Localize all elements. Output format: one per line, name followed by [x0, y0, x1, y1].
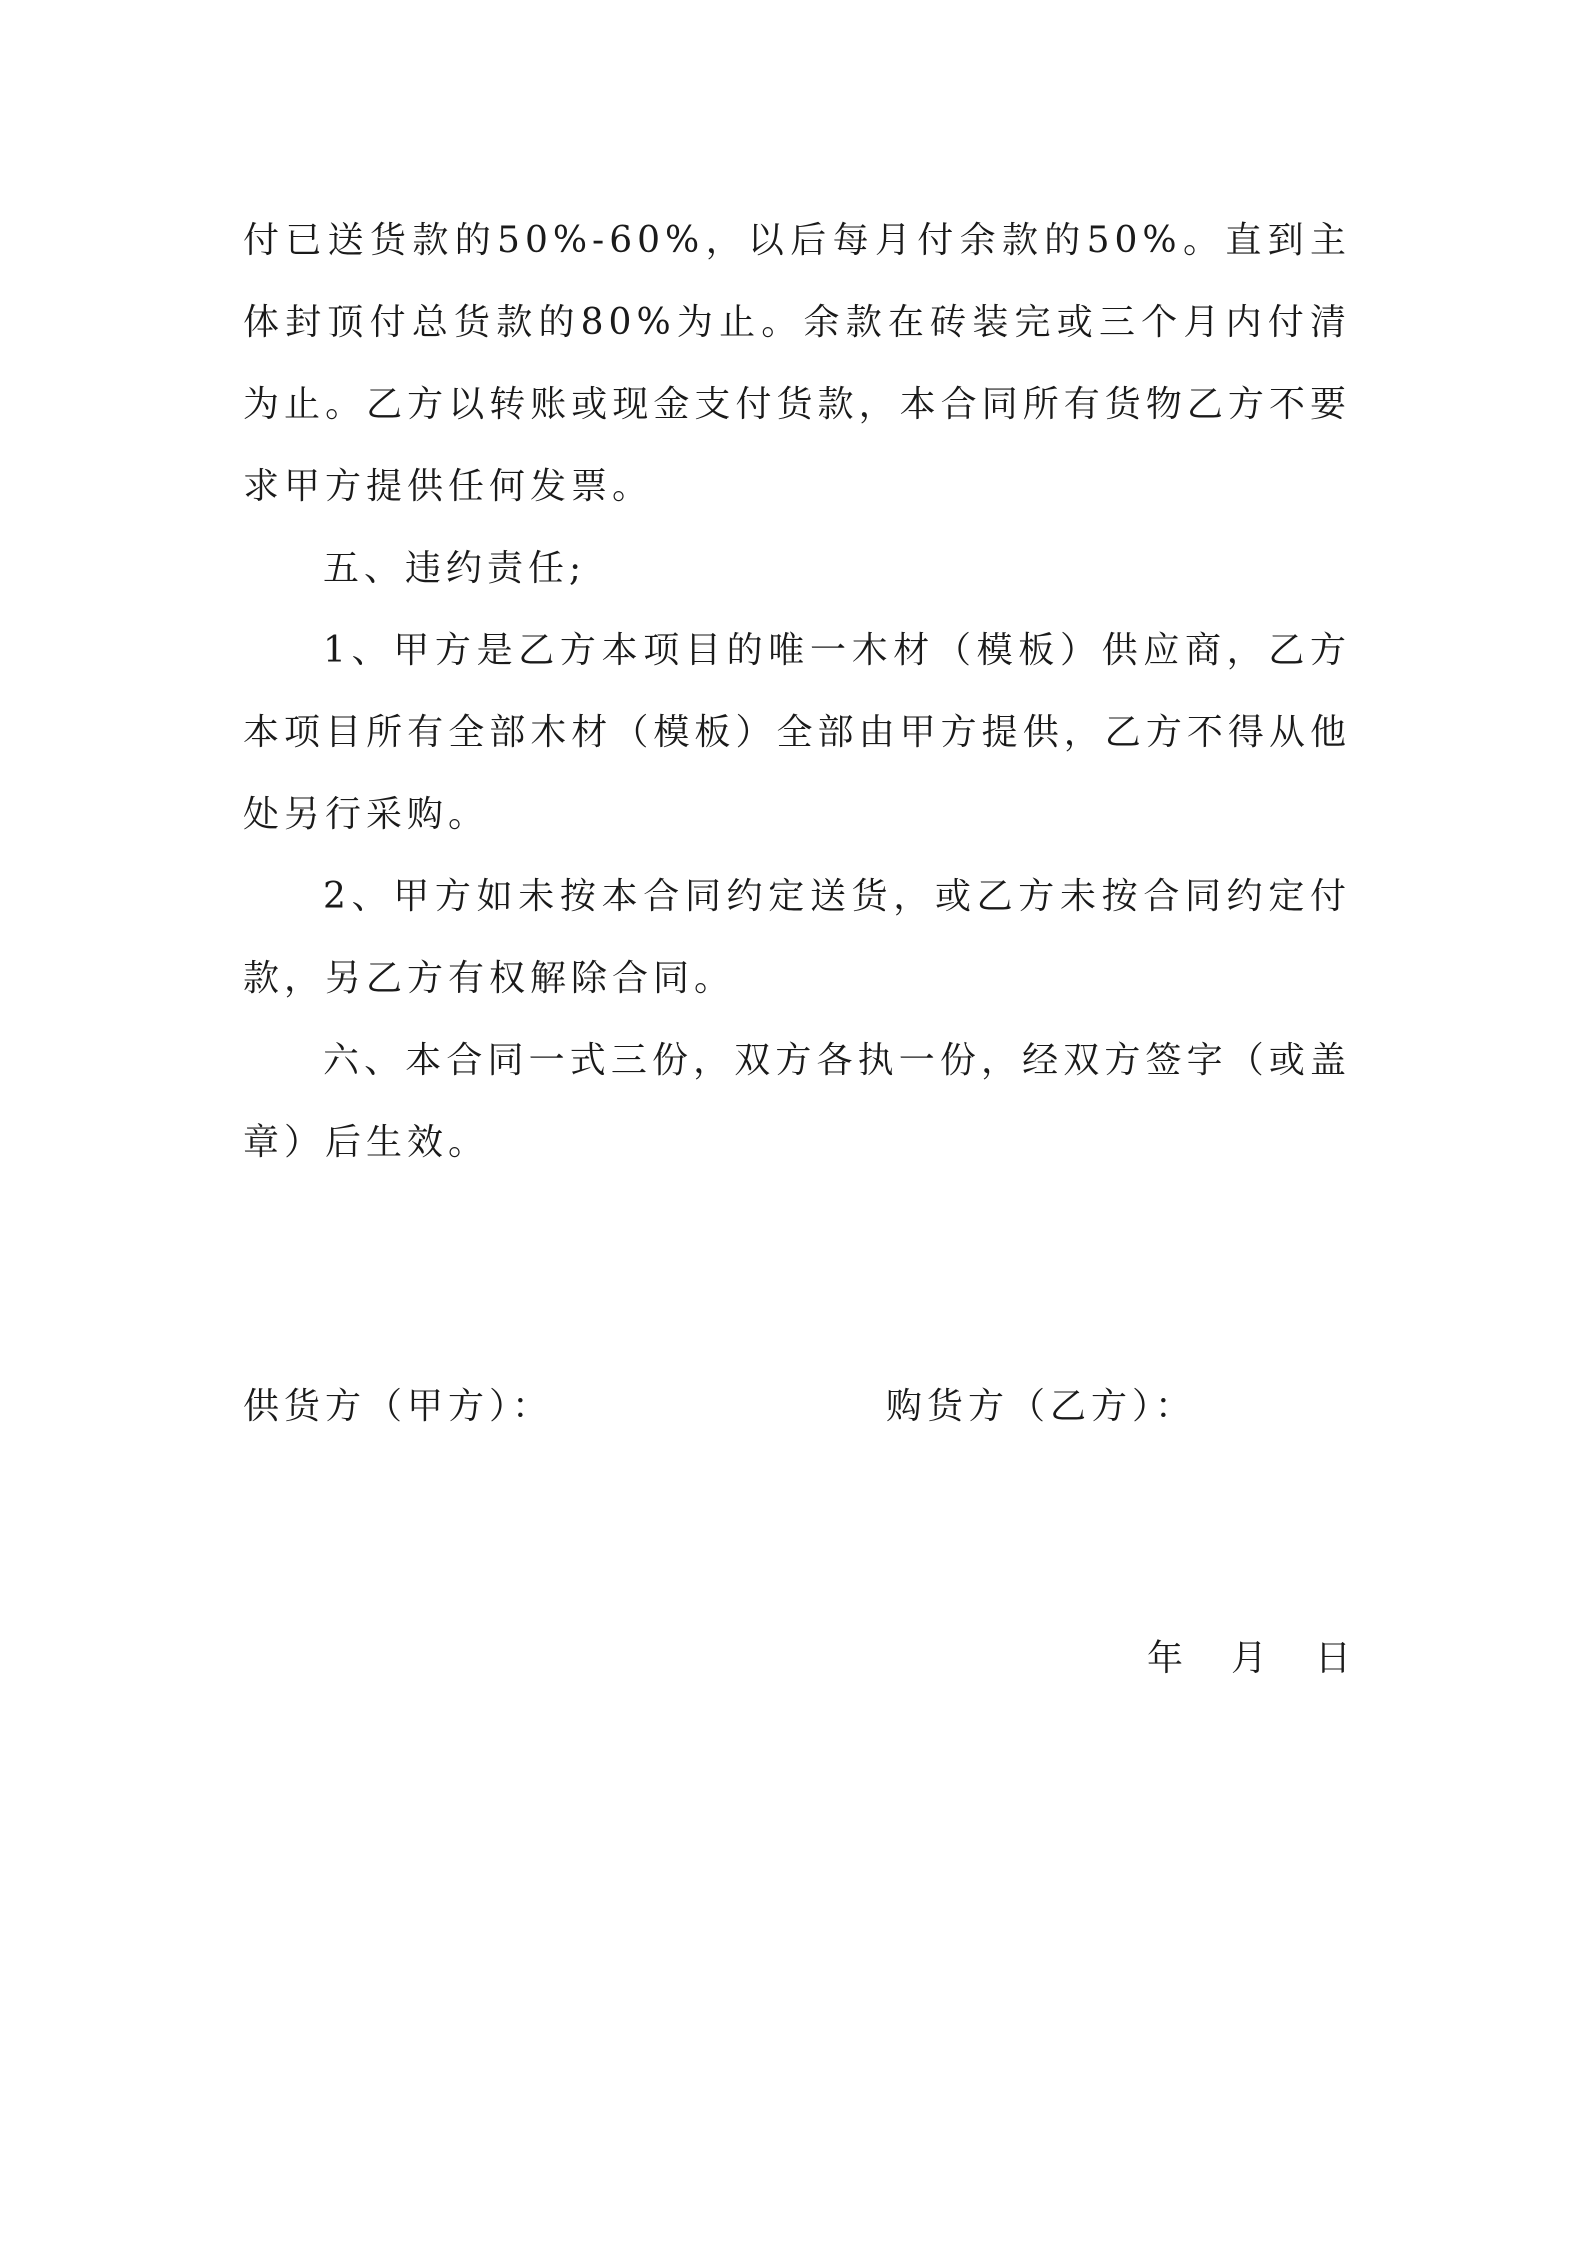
clause-one-paragraph: 1、甲方是乙方本项目的唯一木材（模板）供应商，乙方本项目所有全部木材（模板）全部由甲方提供，乙方不得从他处另行采购。 — [243, 630, 1351, 835]
section-five-heading: 五、违约责任; — [323, 548, 587, 589]
document-body — [243, 200, 1351, 1184]
month-label: 月 — [1230, 1638, 1267, 1679]
payment-terms-paragraph: 付已送货款的50%-60%，以后每月付余款的50%。直到主体封顶付总货款的80%为止。余款在砖装完或三个月内付清为止。乙方以转账或现金支付货款，本合同所有货物乙方不要求甲方提供任何发票。 — [243, 220, 1351, 507]
year-label: 年 — [1146, 1638, 1183, 1679]
day-label: 日 — [1314, 1638, 1351, 1679]
clause-two-paragraph: 2、甲方如未按本合同约定送货，或乙方未按合同约定付款，另乙方有权解除合同。 — [243, 876, 1351, 999]
buyer-signature-label: 购货方（乙方）： — [886, 1386, 1197, 1427]
date-line — [1147, 1618, 1351, 1700]
section-six-paragraph: 六、本合同一式三份，双方各执一份，经双方签字（或盖章）后生效。 — [243, 1040, 1351, 1163]
supplier-signature-label: 供货方（甲方）： — [243, 1386, 554, 1427]
signature-block — [243, 1366, 1351, 1448]
